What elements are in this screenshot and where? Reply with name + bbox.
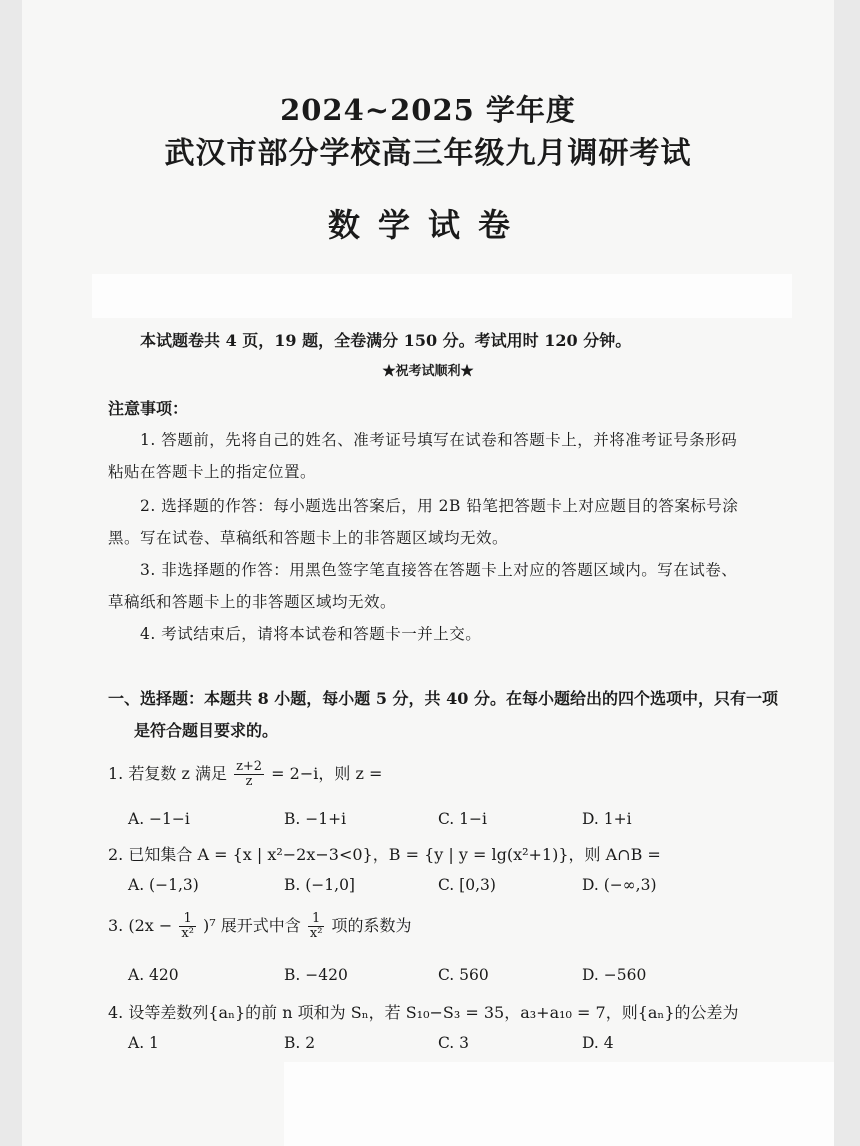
question-3 [108, 912, 412, 941]
notice-item-4: 4. 考试结束后，请将本试卷和答题卡一并上交。 [140, 625, 482, 643]
q4-option-a: A. 1 [128, 1034, 159, 1052]
exam-page [22, 0, 834, 1146]
question-3-mid: )⁷ 展开式中含 [203, 916, 301, 935]
q3-option-d: D. −560 [582, 966, 647, 984]
notice-item-1-cont: 粘贴在答题卡上的指定位置。 [108, 463, 317, 481]
q1-option-c: C. 1−i [438, 810, 487, 828]
question-3-suffix: 项的系数为 [331, 916, 412, 935]
notice-item-3: 3. 非选择题的作答：用黑色签字笔直接答在答题卡上对应的答题区域内。写在试卷、 [140, 561, 738, 579]
fraction [234, 760, 264, 789]
q1-option-b: B. −1+i [284, 810, 347, 828]
q2-option-c: C. [0,3) [438, 876, 496, 894]
question-1-suffix: = 2−i，则 z = [271, 764, 383, 783]
academic-year: 2024~2025 学年度 [280, 93, 576, 127]
notice-item-2-cont: 黑。写在试卷、草稿纸和答题卡上的非答题区域均无效。 [108, 529, 509, 547]
fraction [179, 912, 196, 941]
q1-option-a: A. −1−i [128, 810, 190, 828]
q2-option-a: A. (−1,3) [128, 876, 199, 894]
q2-option-b: B. (−1,0] [284, 876, 355, 894]
notice-item-1: 1. 答题前，先将自己的姓名、准考证号填写在试卷和答题卡上，并将准考证号条形码 [140, 431, 738, 449]
q3-option-b: B. −420 [284, 966, 348, 984]
fraction-denominator: z [245, 774, 253, 789]
subject-title: 数学试卷 [327, 206, 528, 244]
q1-option-d: D. 1+i [582, 810, 632, 828]
blank-patch [284, 1062, 834, 1146]
fraction-numerator: z+2 [236, 759, 263, 774]
q3-option-a: A. 420 [128, 966, 179, 984]
notice-item-3-cont: 草稿纸和答题卡上的非答题区域均无效。 [108, 593, 397, 611]
q3-option-c: C. 560 [438, 966, 489, 984]
exam-title: 武汉市部分学校高三年级九月调研考试 [164, 136, 692, 171]
fraction [308, 912, 325, 941]
exam-info: 本试题卷共 4 页，19 题，全卷满分 150 分。考试用时 120 分钟。 [140, 331, 632, 350]
question-3-prefix: 3. (2x − [108, 916, 173, 935]
notice-title: 注意事项： [108, 399, 189, 418]
q2-option-d: D. (−∞,3) [582, 876, 657, 894]
q4-option-d: D. 4 [582, 1034, 614, 1052]
fraction-denominator: x² [309, 926, 323, 941]
question-1 [108, 760, 382, 789]
q4-option-b: B. 2 [284, 1034, 316, 1052]
good-luck-line: ★祝考试顺利★ [382, 364, 474, 379]
section-heading: 一、选择题：本题共 8 小题，每小题 5 分，共 40 分。在每小题给出的四个选项中，只有一项 [108, 689, 778, 708]
fraction-denominator: x² [181, 926, 194, 941]
question-2: 2. 已知集合 A = {x | x²−2x−3<0}，B = {y | y = lg(x²+1)}，则 A∩B = [108, 845, 661, 864]
q4-option-c: C. 3 [438, 1034, 470, 1052]
fraction-numerator: 1 [179, 912, 196, 927]
notice-item-2: 2. 选择题的作答：每小题选出答案后，用 2B 铅笔把答题卡上对应题目的答案标号涂 [140, 497, 739, 515]
fraction-numerator: 1 [308, 912, 325, 927]
section-heading-cont: 是符合题目要求的。 [134, 721, 279, 740]
blank-strip [92, 274, 792, 318]
question-4: 4. 设等差数列{aₙ}的前 n 项和为 Sₙ，若 S₁₀−S₃ = 35，a₃+a₁₀ = 7，则{aₙ}的公差为 [108, 1003, 739, 1022]
question-1-prefix: 1. 若复数 z 满足 [108, 764, 227, 783]
